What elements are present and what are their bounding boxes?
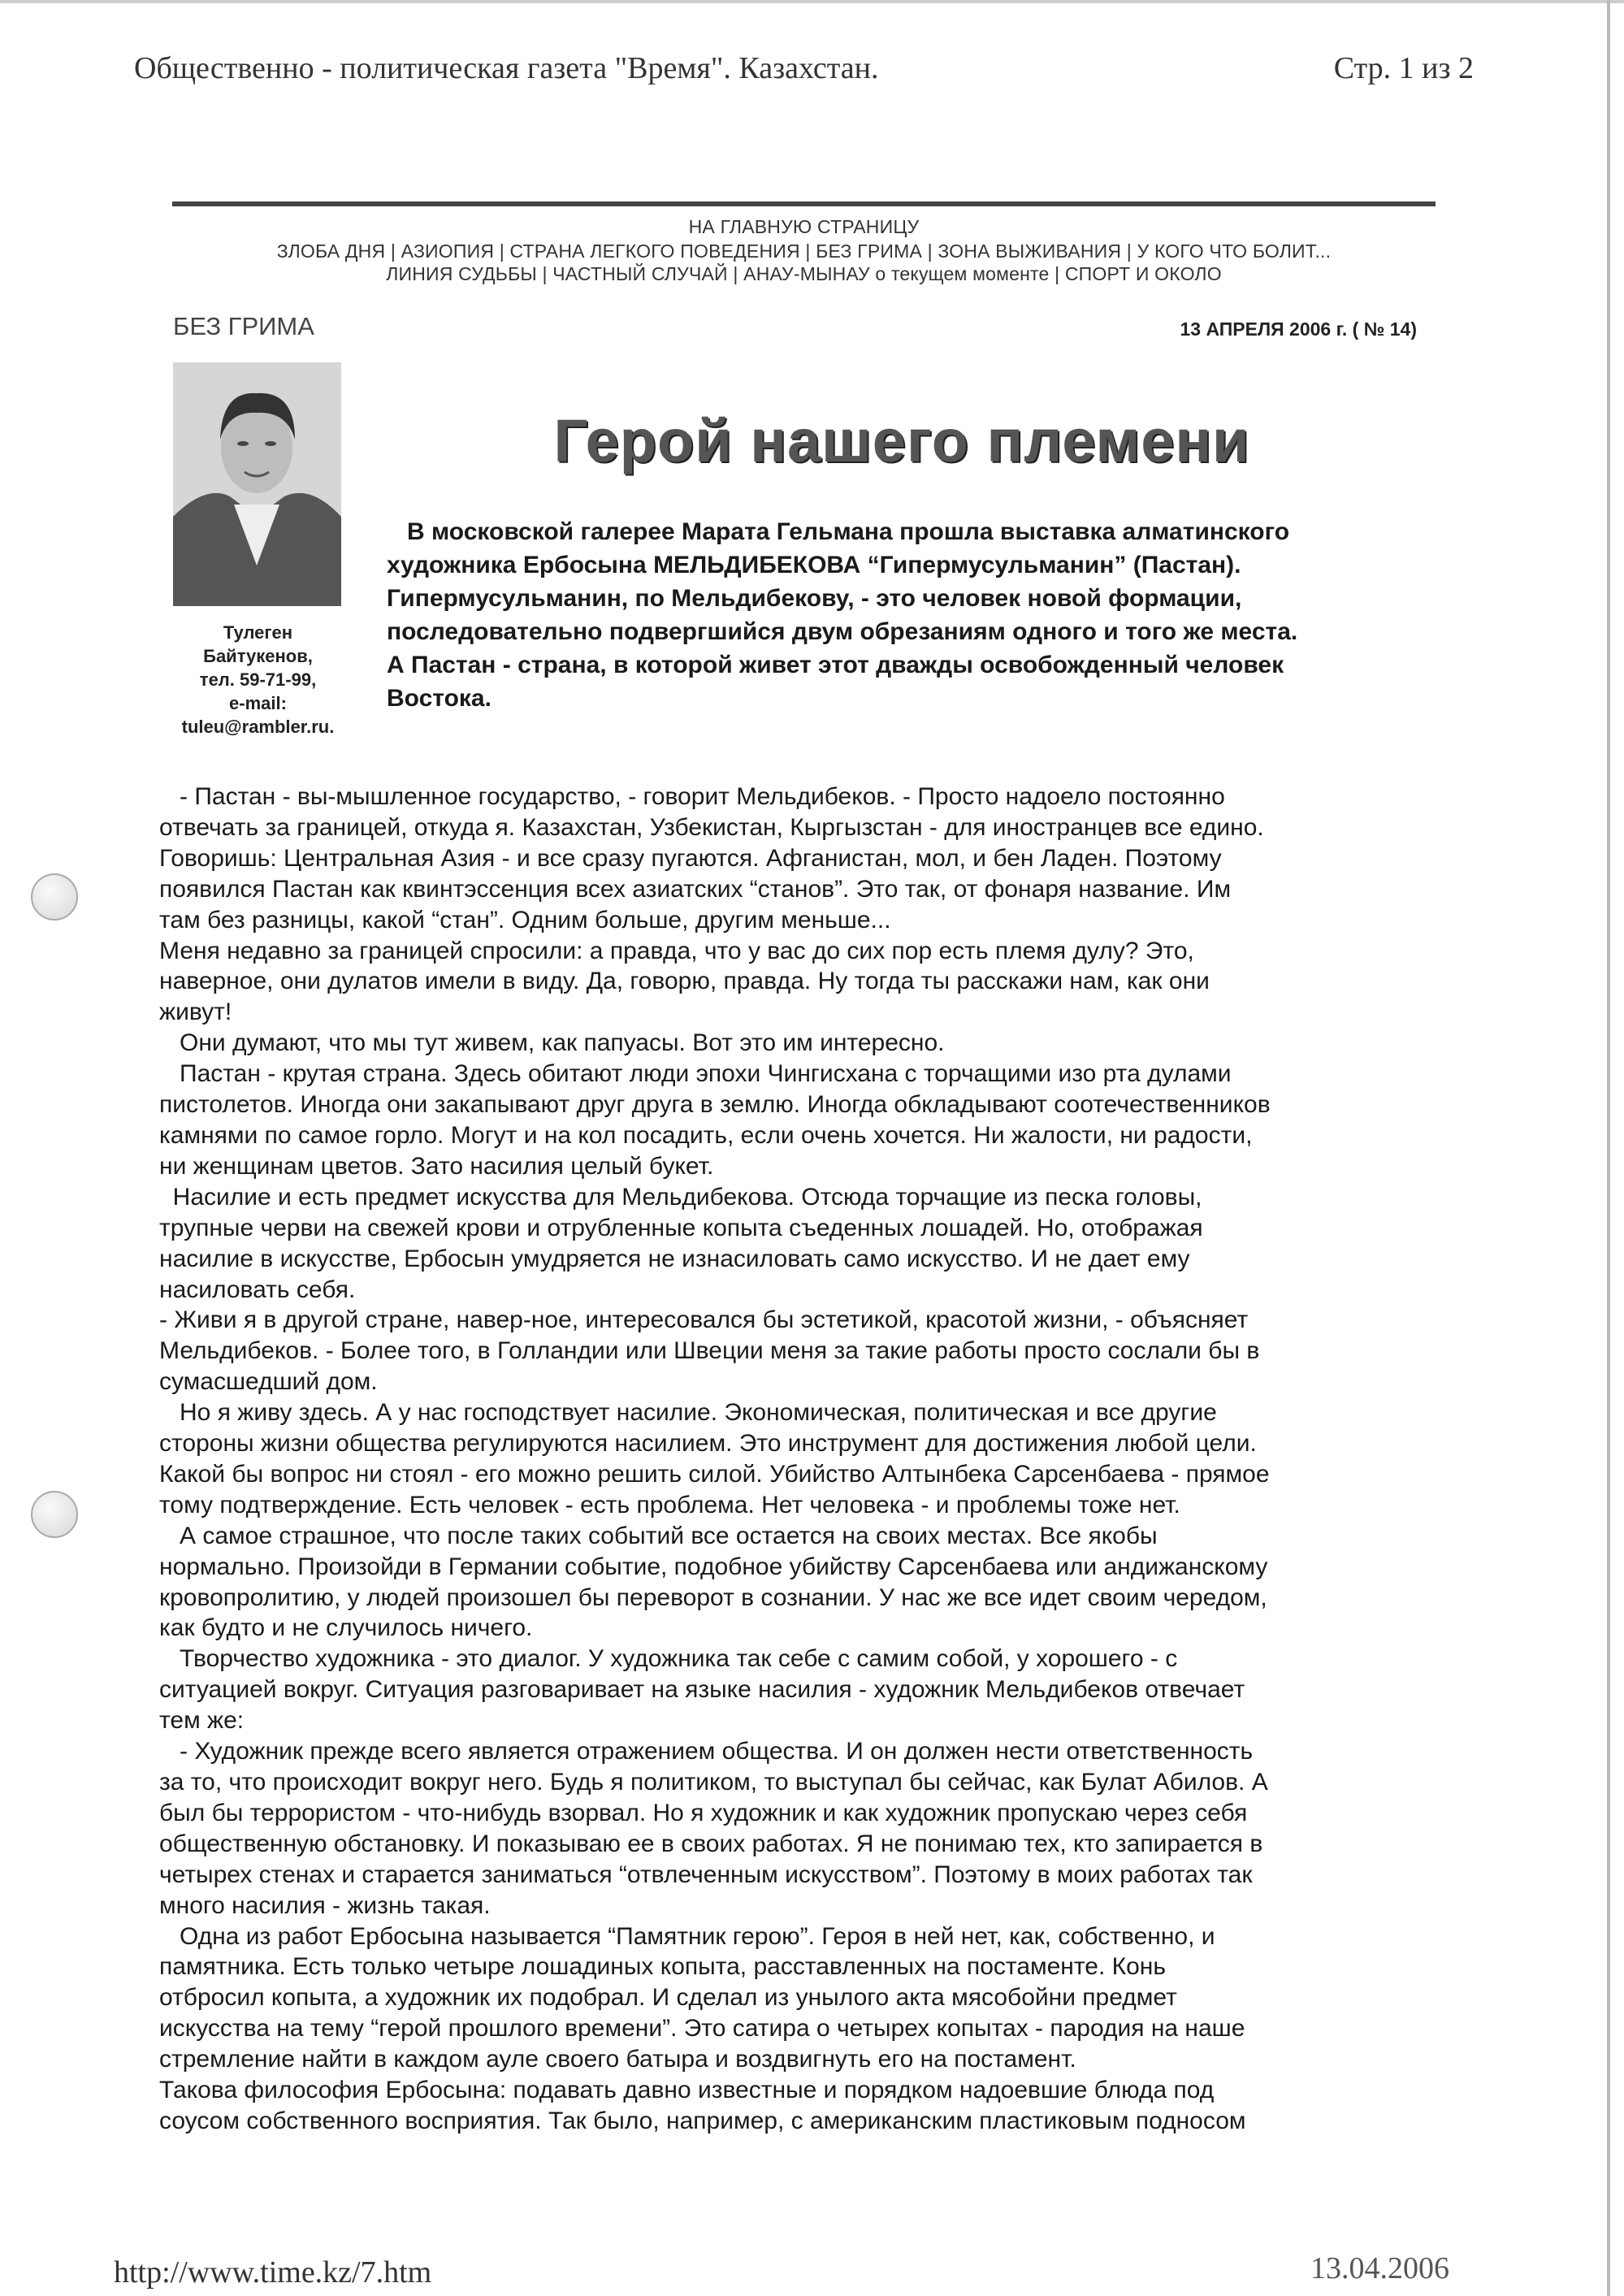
print-header-page: Стр. 1 из 2 (1333, 51, 1474, 85)
nav-separator: | (494, 240, 510, 262)
article-body-line: Меня недавно за границей спросили: а правда, что у вас до сих пор есть племя дулу? Это, (159, 937, 1194, 964)
article-body-line: нормально. Произойди в Германии событие, подобное убийству Сарсенбаева или андижанскому (159, 1553, 1268, 1580)
article-body-line: Они думают, что мы тут живем, как папуасы. Вот это им интересно. (159, 1029, 945, 1057)
punch-hole (31, 873, 78, 921)
article-body-line: искусства на тему “герой прошлого времени”. Это сатира о четырех копытах - пародия на наше (159, 2015, 1245, 2043)
article-body-line: как будто и не случилось ничего. (159, 1614, 533, 1642)
author-last-name: Байтукенов, (203, 646, 313, 666)
article-body-line: - Пастан - вы-мышленное государство, - говорит Мельдибеков. - Просто надоело постоянно (159, 783, 1225, 810)
scan-edge (0, 0, 1624, 3)
article-lead-line: А Пастан - страна, в которой живет этот дважды освобожденный человек (387, 652, 1284, 678)
article-body-line: Насилие и есть предмет искусства для Мельдибекова. Отсюда торчащие из песка головы, (159, 1183, 1202, 1211)
punch-hole (31, 1491, 78, 1538)
header-rule (172, 201, 1436, 206)
nav-row-2 (172, 263, 1436, 285)
article-body-line: соусом собственного восприятия. Так было, например, с американским пластиковым подносом (159, 2107, 1246, 2134)
issue-date: 13 АПРЕЛЯ 2006 г. ( № 14) (1180, 318, 1417, 340)
article-body-line: наверное, они дулатов имели в виду. Да, говорю, правда. Ну тогда ты расскажи нам, как они (159, 968, 1210, 995)
article-body-line: ни женщинам цветов. Зато насилия целый букет. (159, 1152, 714, 1180)
article-body-line: тому подтверждение. Есть человек - есть проблема. Нет человека - и проблемы тоже нет. (159, 1491, 1180, 1518)
article-body-line: Такова философия Ербосына: подавать давно известные и порядком надоевшие блюда под (159, 2077, 1215, 2104)
article-body-line: Творчество художника - это диалог. У художника так себе с самим собой, у хорошего - с (159, 1645, 1178, 1673)
nav-separator: | (799, 240, 816, 262)
article-body-line: Одна из работ Ербосына называется “Памятник герою”. Героя в ней нет, как, собственно, и (159, 1922, 1215, 1950)
section-label: БЕЗ ГРИМА (173, 312, 314, 340)
author-phone: тел. 59-71-99, (199, 669, 317, 690)
article-body-line: - Живи я в другой стране, навер-ное, интересовался бы эстетикой, красотой жизни, - объясняет (159, 1306, 1249, 1334)
article-body-line: Мельдибеков. - Более того, в Голландии или Швеции меня за такие работы просто сослали бы в (159, 1337, 1260, 1365)
author-first-name: Тулеген (223, 622, 293, 643)
article-body-line: памятника. Есть только четыре лошадиных копыта, расставленных на постаменте. Конь (159, 1953, 1166, 1981)
print-footer-date: 13.04.2006 (1310, 2251, 1449, 2285)
article-body-line: А самое страшное, что после таких событий все остается на своих местах. Все якобы (159, 1522, 1158, 1549)
article-body-line: четырех стенах и старается заниматься “отвлеченным искусством”. Поэтому в моих работах так (159, 1861, 1253, 1888)
article-body-line: за то, что происходит вокруг него. Будь я политиком, то выступал бы сейчас, как Булат Абилов. А (159, 1769, 1268, 1796)
article-body-line: трупные черви на свежей крови и отрубленные копыта съеденных лошадей. Но, отображая (159, 1214, 1203, 1241)
article-body-line: там без разницы, какой “стан”. Одним больше, другим меньше... (159, 906, 891, 934)
nav-separator: | (536, 263, 553, 284)
nav-home (172, 216, 1436, 238)
article-body-line: насилие в искусстве, Ербосын умудряется не изнасиловать само искусство. И не дает ему (159, 1245, 1190, 1272)
author-email-label: e-mail: (229, 693, 287, 713)
article-body-line: Какой бы вопрос ни стоял - его можно решить силой. Убийство Алтынбека Сарсенбаева - прямое (159, 1460, 1270, 1488)
author-photo (173, 362, 341, 606)
article-lead-line: Востока. (387, 685, 492, 712)
article-body-line: много насилия - жизнь такая. (159, 1891, 491, 1919)
nav-link[interactable]: АЗИОПИЯ (401, 240, 495, 262)
nav-separator: | (385, 240, 401, 262)
article-body-line: камнями по самое горло. Могут и на кол посадить, если очень хочется. Ни жалости, ни радости, (159, 1121, 1253, 1149)
author-caption (167, 621, 349, 739)
nav-separator: | (727, 263, 744, 284)
article-lead-line: Гипермусульманин, по Мельдибекову, - это человек новой формации, (387, 585, 1242, 612)
nav-link[interactable]: У КОГО ЧТО БОЛИТ... (1137, 240, 1332, 262)
article-body (159, 782, 1271, 2137)
nav-link[interactable]: БЕЗ ГРИМА (816, 240, 923, 262)
nav-link[interactable]: СПОРТ И ОКОЛО (1064, 263, 1222, 284)
article-body-line: стороны жизни общества регулируются насилием. Это инструмент для достижения любой цели. (159, 1430, 1257, 1458)
nav-row-1 (172, 240, 1436, 262)
article-lead-line: В московской галерее Марата Гельмана прошла выставка алматинского (387, 518, 1290, 545)
article-lead (387, 515, 1297, 715)
article-body-line: стремление найти в каждом ауле своего батыра и воздвигнуть его на постамент. (159, 2046, 1076, 2073)
nav-link-subtitle: о текущем моменте (875, 263, 1050, 284)
article-body-line: был бы террористом - что-нибудь взорвал. Но я художник и как художник пропускаю через себя (159, 1799, 1248, 1826)
nav-link[interactable]: ЧАСТНЫЙ СЛУЧАЙ (552, 263, 728, 284)
article-body-line: живут! (159, 999, 232, 1026)
print-header-title: Общественно - политическая газета "Время". Казахстан. (134, 51, 879, 85)
article-body-line: появился Пастан как квинтэссенция всех азиатских “станов”. Это так, от фонаря название. Им (159, 875, 1232, 903)
article-title: Герой нашего племени (553, 407, 1250, 474)
print-footer-url: http://www.time.kz/7.htm (114, 2255, 432, 2290)
article-body-line: кровопролитию, у людей произошел бы переворот в сознании. У нас же все идет своим чередом, (159, 1583, 1267, 1611)
author-email[interactable]: tuleu@rambler.ru. (181, 717, 335, 737)
article-body-line: насиловать себя. (159, 1276, 356, 1303)
article-body-line: Но я живу здесь. А у нас господствует насилие. Экономическая, политическая и все другие (159, 1399, 1217, 1427)
article-body-line: Пастан - крутая страна. Здесь обитают люди эпохи Чингисхана с торчащими изо рта дулами (159, 1060, 1232, 1088)
nav-separator: | (1049, 263, 1065, 284)
article-lead-line: последовательно подвергшийся двум обрезаниям одного и того же места. (387, 618, 1298, 645)
article-body-line: отбросил копыта, а художник их подобрал. И сделал из унылого акта мясобойни предмет (159, 1984, 1177, 2012)
article-body-line: общественную обстановку. И показываю ее в своих работах. Я не понимаю тех, кто запирается в (159, 1830, 1263, 1857)
article-body-line: отвечать за границей, откуда я. Казахстан, Узбекистан, Кыргызстан - для иностранцев все едино. (159, 813, 1264, 841)
nav-separator: | (1121, 240, 1137, 262)
article-body-line: сумасшедший дом. (159, 1368, 378, 1396)
article-body-line: ситуацией вокруг. Ситуация разговаривает на языке насилия - художник Мельдибеков отвечает (159, 1676, 1245, 1704)
scan-edge (1607, 0, 1610, 2296)
nav-link-home[interactable]: НА ГЛАВНУЮ СТРАНИЦУ (688, 216, 920, 237)
nav-separator: | (922, 240, 938, 262)
nav-link[interactable]: СТРАНА ЛЕГКОГО ПОВЕДЕНИЯ (509, 240, 800, 262)
article-body-line: - Художник прежде всего является отражением общества. И он должен нести ответственность (159, 1738, 1254, 1765)
article-body-line: Говоришь: Центральная Азия - и все сразу пугаются. Афганистан, мол, и бен Ладен. Поэтому (159, 844, 1222, 872)
nav-link[interactable]: ЛИНИЯ СУДЬБЫ (386, 263, 537, 284)
nav-link[interactable]: АНАУ-МЫНАУ (743, 263, 870, 284)
article-lead-line: художника Ербосына МЕЛЬДИБЕКОВА “Гипермусульманин” (Пастан). (387, 552, 1241, 578)
nav-link[interactable]: ЗЛОБА ДНЯ (276, 240, 386, 262)
article-body-line: пистолетов. Иногда они закапывают друг друга в землю. Иногда обкладывают соотечественников (159, 1091, 1271, 1119)
article-body-line: тем же: (159, 1707, 245, 1735)
nav-link[interactable]: ЗОНА ВЫЖИВАНИЯ (938, 240, 1122, 262)
